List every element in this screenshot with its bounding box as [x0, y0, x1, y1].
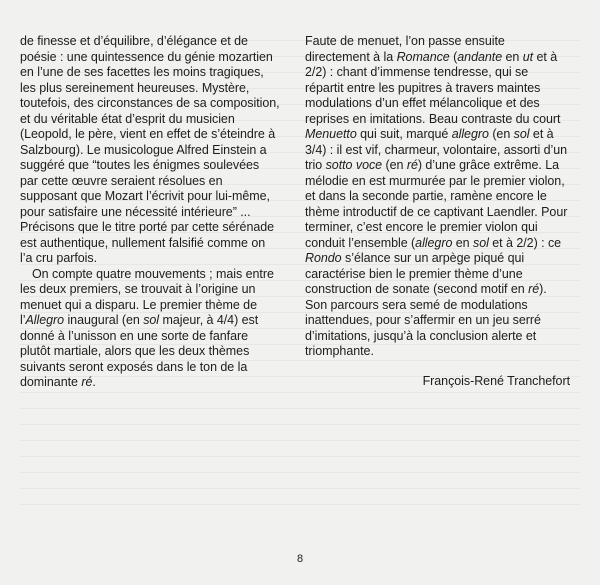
right-paragraph-1: Faute de menuet, l’on passe ensuite directement à la Romance (andante en ut et à 2/2) : chant d’immense tendresse, qui se répartit entre les pupitres à travers maintes modulations d’un effet mélancolique et des reprises en imitations. Beau contraste du court Menuetto qui suit, marqué allegro (en sol et à 3/4) : il est vif, charmeur, volontaire, assorti d’un trio sotto voce (en ré) d’une grâce extrême. La mélodie en est murmurée par le premier violon, et dans la seconde partie, ramène encore le thème introductif de ce captivant Laendler. Pour terminer, c’est encore le premier violon qui conduit l’ensemble (allegro en sol et à 2/2) : ce Rondo s’élance sur un arpège piqué qui caractérise bien le premier thème d’une construction de sonate (second motif en ré). Son parcours sera semé de modulations inattendues, pour s’affermir en un jeu serré d’imitations, jusqu’à la conclusion alerte et triomphante.	[305, 34, 568, 358]
author-signature: François-René Tranchefort	[422, 373, 570, 388]
page-number: 8	[296, 553, 304, 565]
show-through-line	[20, 504, 580, 505]
show-through-line	[20, 392, 580, 393]
show-through-line	[20, 440, 580, 441]
show-through-line	[20, 424, 580, 425]
left-paragraph-1: de finesse et d’équilibre, d’élégance et de poésie : une quintessence du génie mozartien en l’une de ses facettes les moins tragiques, les plus sereinement heureuses. Mystère, toutefois, des circonstances de sa composition, et du véritable état d’esprit du musicien (Leopold, le père, vient en effet de s’éteindre à Salzbourg). Le musicologue Alfred Einstein a suggéré que “toutes les énigmes soulevées par cette œuvre seraient résolues en supposant que Mozart l’écrivit pour lui-même, pour satisfaire une nécessité intérieure” ... Précisons que le titre porté par cette sérénade est authentique, nullement falsifié comme on l’a cru parfois.	[20, 34, 280, 265]
show-through-line	[20, 488, 580, 489]
show-through-line	[20, 472, 580, 473]
show-through-line	[20, 408, 580, 409]
show-through-line	[20, 456, 580, 457]
left-paragraph-2: On compte quatre mouvements ; mais entre les deux premiers, se trouvait à l’origine un menuet qui a disparu. Le premier thème de l’Allegro inaugural (en sol majeur, à 4/4) est donné à l’unisson en une sorte de fanfare plutôt martiale, alors que les deux thèmes suivants seront exposés dans le ton de la dominante ré.	[20, 266, 274, 389]
left-text-column	[20, 34, 280, 391]
right-text-column	[305, 34, 570, 389]
